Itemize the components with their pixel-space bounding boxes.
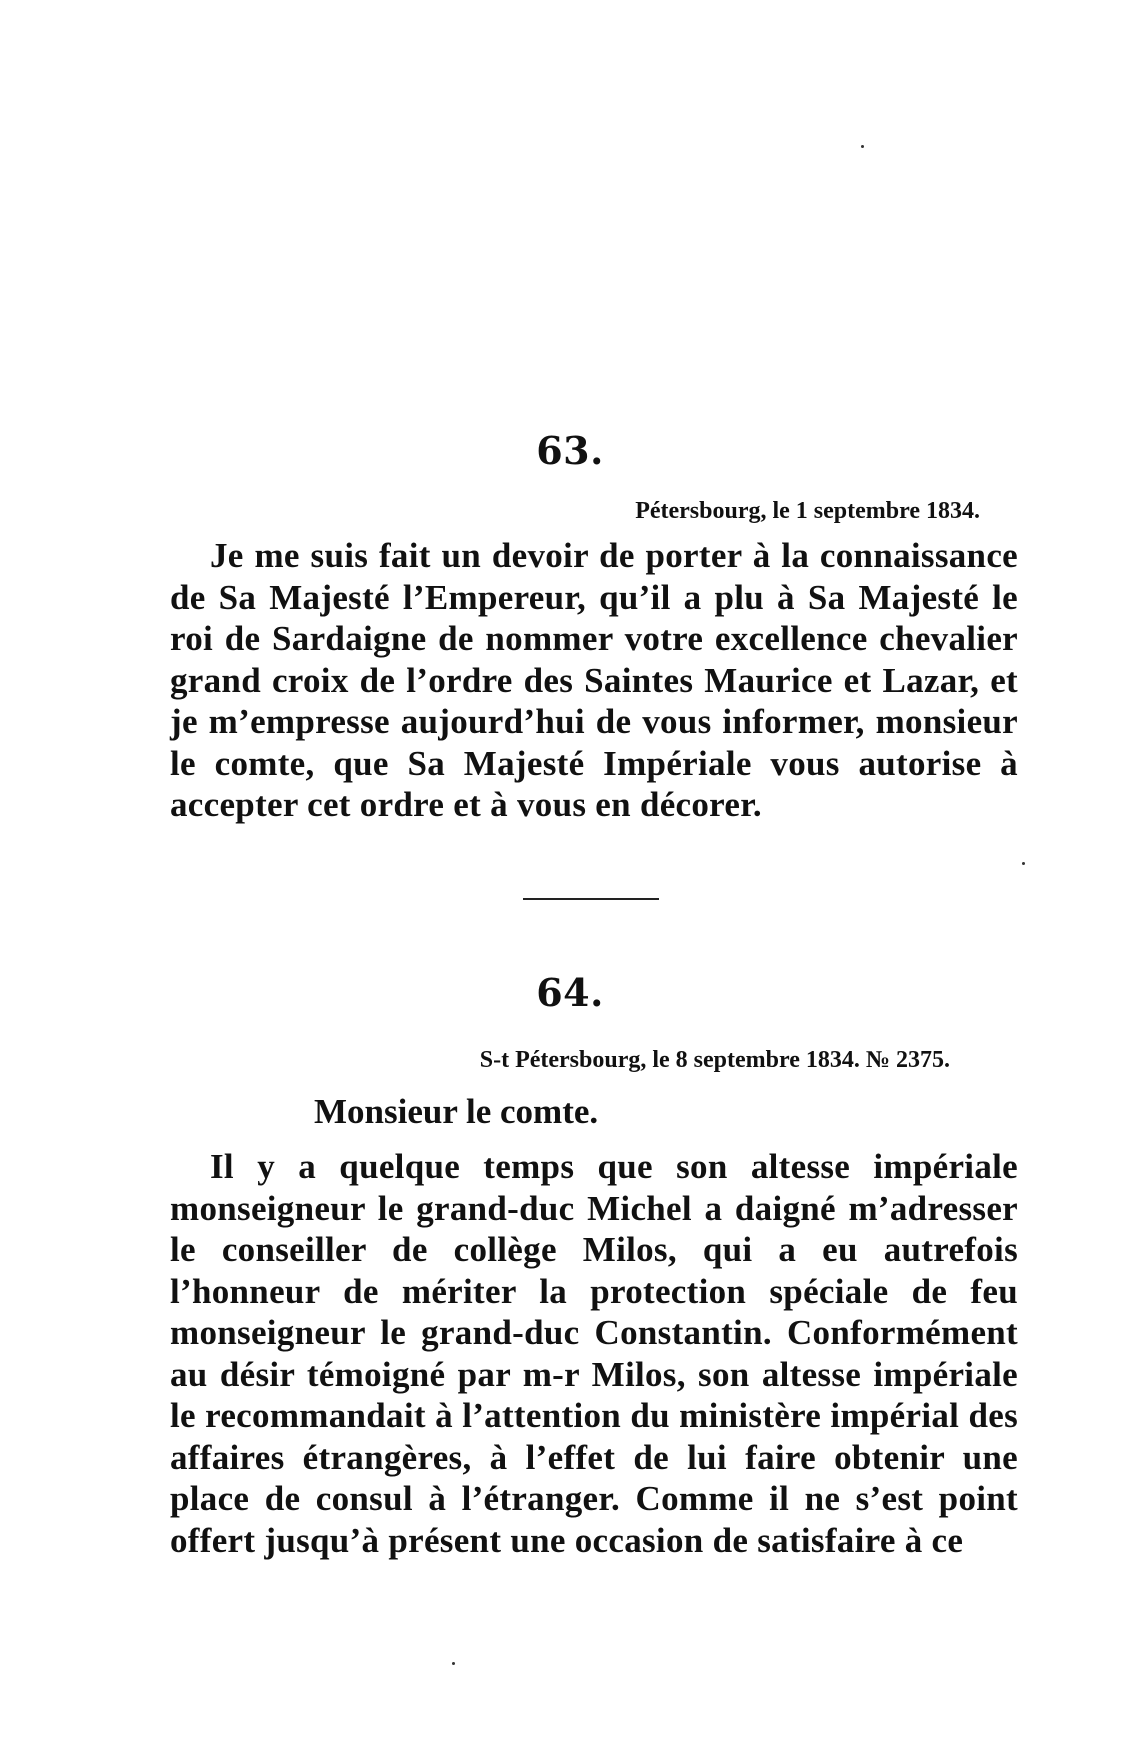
letter-body-64: Il y a quelque temps que son altesse impériale monseigneur le grand-duc Michel a daigné m’adresser le conseiller de collège Milos, qui a eu autrefois l’honneur de mériter la protection spéciale de feu monseigneur le grand-duc Constantin. Conformément au désir témoigné par m-r Milos, son altesse impériale le recommandait à l’attention du ministère impérial des affaires étrangères, à l’effet de lui faire obtenir une place de consul à l’étranger. Comme il ne s’est point offert jusqu’à présent une occasion de satisfaire à ce <box>170 1147 1018 1560</box>
section-separator <box>523 898 659 900</box>
document-number-64: 64. <box>536 970 604 1015</box>
dateline-63: Pétersbourg, le 1 septembre 1834. <box>635 498 980 524</box>
scan-speck <box>861 145 864 148</box>
document-number-63: 63. <box>536 428 604 473</box>
salutation: Monsieur le comte. <box>314 1092 599 1131</box>
dateline-64: S-t Pétersbourg, le 8 septembre 1834. № 2375. <box>479 1047 950 1073</box>
scan-speck <box>1022 862 1025 865</box>
letter-body-63: Je me suis fait un devoir de porter à la connaissance de Sa Majesté l’Empereur, qu’il a plu à Sa Majesté le roi de Sardaigne de nommer votre excellence chevalier grand croix de l’ordre des Saintes Maurice et Lazar, et je m’empresse aujourd’hui de vous informer, monsieur le comte, que Sa Majesté Impériale vous autorise à accepter cet ordre et à vous en décorer. <box>170 536 1018 824</box>
scan-speck <box>452 1662 455 1665</box>
